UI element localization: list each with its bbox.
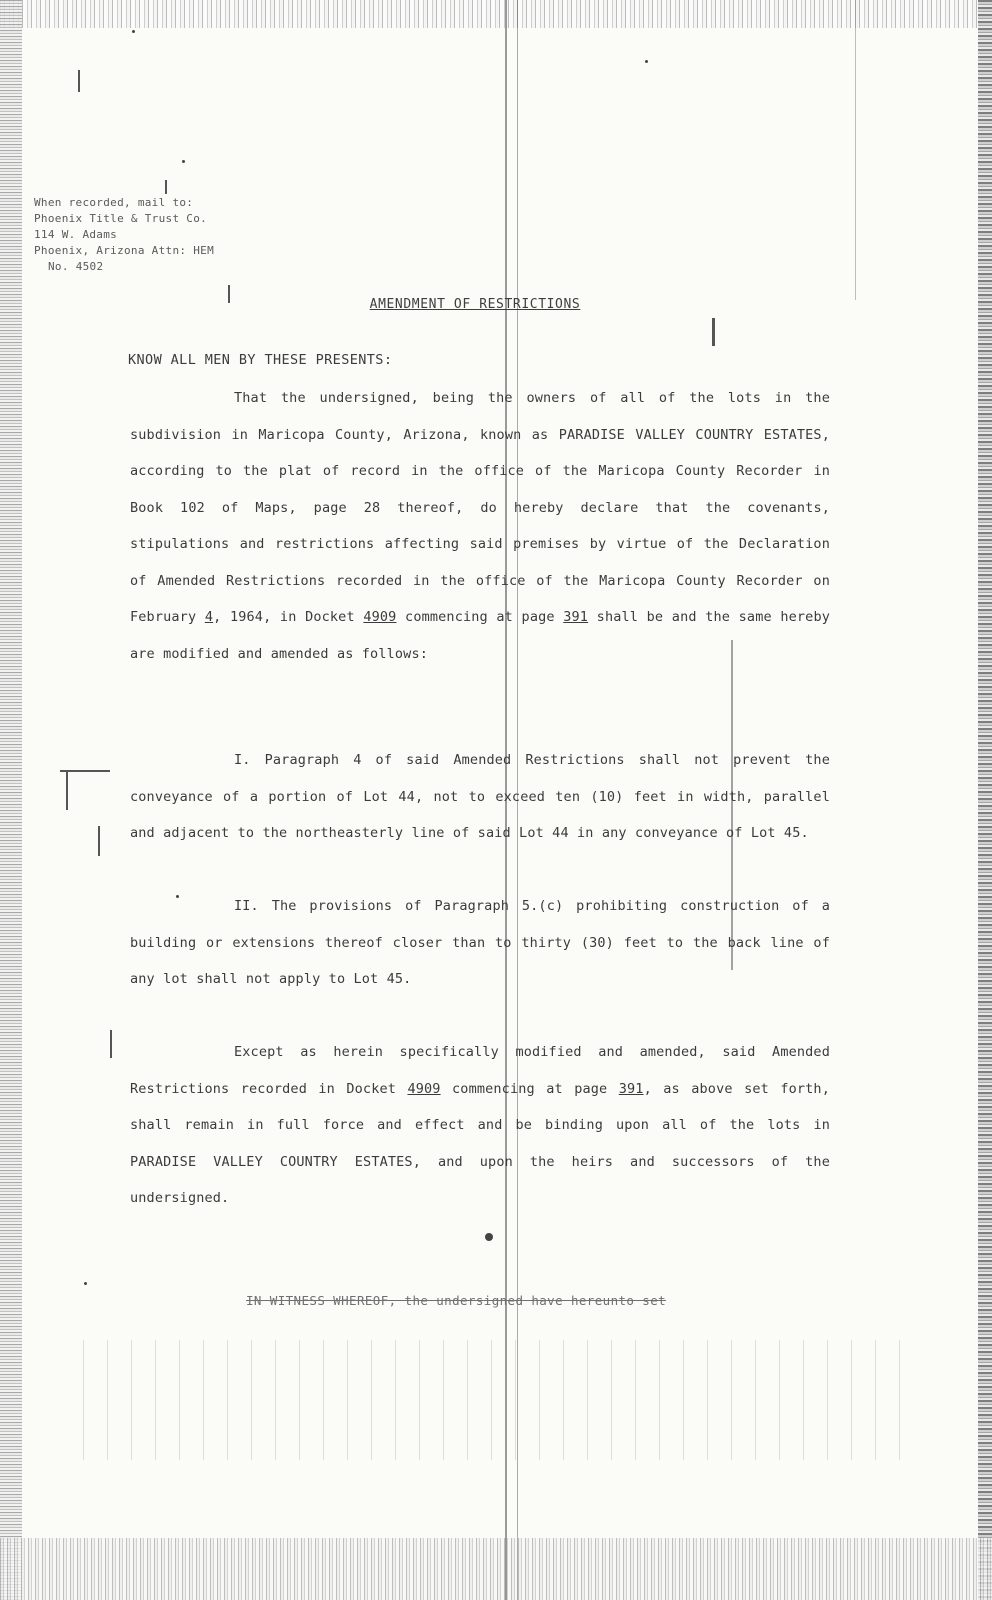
return-address-line: 114 W. Adams: [34, 228, 118, 241]
stray-mark: [712, 318, 715, 346]
scan-noise-right: [978, 0, 992, 1600]
paragraph-declaration: [130, 380, 830, 672]
paragraph-text: Except as herein specifically modified and amended, said Amended Restrictions recorded in Docket: [130, 1044, 830, 1097]
paragraph-text: commencing at page: [396, 609, 564, 625]
fold-line: [855, 0, 856, 300]
paragraph-text: , 1964, in Docket: [213, 609, 364, 625]
witness-clause: IN WITNESS WHEREOF, the undersigned have hereunto set: [246, 1293, 667, 1308]
blank-date: 4: [204, 609, 214, 625]
scan-noise-top: [0, 0, 992, 28]
stray-mark: [98, 826, 100, 856]
blank-docket: 4909: [407, 1080, 441, 1097]
scan-noise-left: [0, 0, 22, 1600]
stray-dot: [132, 30, 135, 33]
return-address: [34, 195, 324, 275]
return-address-line: Phoenix Title & Trust Co.: [34, 212, 208, 225]
return-address-line: When recorded, mail to:: [34, 196, 194, 209]
paragraph-text: That the undersigned, being the owners of all of the lots in the subdivision in Maricopa County, Arizona, known as PARADISE VALLEY COUNTRY ESTATES, according to the plat of record in the office of the Maricopa County Recorder in Book 102 of Maps, page 28 thereof, do hereby declare that the covenants, stipulations and restrictions affecting said premises by virtue of the Declaration of Amended Restrictions recorded in the office of the Maricopa County Recorder on February: [130, 390, 830, 625]
opening-line: KNOW ALL MEN BY THESE PRESENTS:: [128, 352, 393, 368]
stray-mark: [66, 770, 68, 810]
stray-mark: [78, 70, 80, 92]
return-address-line: No. 4502: [48, 260, 104, 273]
document-title: AMENDMENT OF RESTRICTIONS: [369, 297, 581, 312]
paragraph-except-clause: [130, 1034, 830, 1217]
stray-mark: [228, 285, 230, 303]
stray-dot: [182, 160, 185, 163]
stray-dot: [485, 1233, 493, 1241]
paragraph-text: , as above set forth, shall remain in full force and effect and be binding upon all of the lots in PARADISE VALLEY COUNTRY ESTATES, and upon the heirs and successors of the undersigned.: [130, 1080, 830, 1206]
paragraph-amendment-one: I. Paragraph 4 of said Amended Restrictions shall not prevent the conveyance of a portion of Lot 44, not to exceed ten (10) feet in width, parallel and adjacent to the northeasterly line of said Lot 44 in any conveyance of Lot 45.: [130, 752, 830, 841]
paragraph-text: commencing at page: [440, 1080, 619, 1097]
paragraph-text: shall be and the same hereby are modified and amended as follows:: [130, 609, 830, 662]
stray-dot: [645, 60, 648, 63]
blank-docket: 4909: [363, 609, 397, 625]
faded-signature-area: [60, 1340, 920, 1460]
return-address-line: Phoenix, Arizona Attn: HEM: [34, 244, 214, 257]
blank-page: 391: [618, 1080, 644, 1097]
paragraph-amendment-two: II. The provisions of Paragraph 5.(c) prohibiting construction of a building or extensions thereof closer than to thirty (30) feet to the back line of any lot shall not apply to Lot 45.: [130, 898, 830, 987]
blank-page: 391: [563, 609, 589, 625]
stray-mark: [110, 1030, 112, 1058]
scan-noise-bottom: [0, 1538, 992, 1600]
stray-dot: [84, 1282, 87, 1285]
stray-mark: [165, 180, 167, 194]
